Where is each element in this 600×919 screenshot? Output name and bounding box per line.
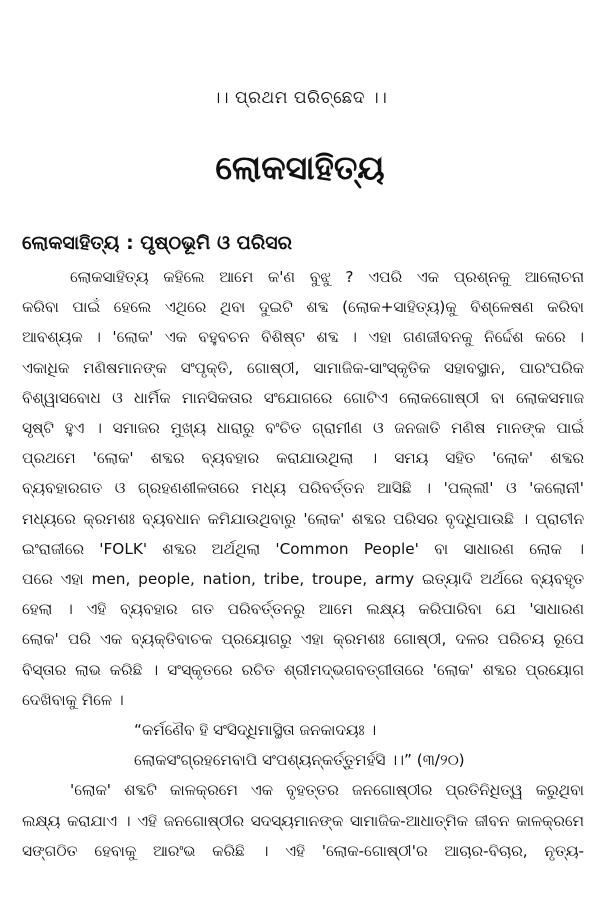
- section-heading: ଲୋକସାହିତ୍ୟ : ପୃଷ୍ଠଭୂମି ଓ ପରିସର: [22, 232, 293, 254]
- paragraph-line: ସୃଷ୍ଟି ହୁଏ । ସମାଜର ମୁଖ୍ୟ ଧାରାରୁ ବଂଚିତ ଗ୍ରାମୀଣ ଓ ଜନଜାତି ମଣିଷ ମାନଙ୍କ ପାଇଁ: [22, 419, 584, 438]
- paragraph-line: 'ଲୋକ' ଶବ୍ଦଟି କାଳକ୍ରମେ ଏକ ବୃହତ୍ତର ଜନଗୋଷ୍ଠୀର ପ୍ରତିନିଧିତ୍ୱ କରୁଥିବା: [70, 781, 584, 800]
- paragraph-line: ହେଲା । ଏହି ବ୍ୟବହାର ଗତ ପରିବର୍ତ୍ତନରୁ ଆମେ ଲକ୍ଷ୍ୟ କରିପାରିବା ଯେ 'ସାଧାରଣ: [22, 600, 584, 619]
- paragraph-line: ଇଂରାଜୀରେ 'FOLK' ଶବ୍ଦର ଅର୍ଥଥିଲା 'Common People' ବା ସାଧାରଣ ଲୋକ ।: [22, 539, 584, 558]
- body-text: [22, 262, 584, 866]
- paragraph-line: ଲକ୍ଷ୍ୟ କରାଯାଏ । ଏହି ଜନଗୋଷ୍ଠୀର ସଦସ୍ୟମାନଙ୍କ ସାମାଜିକ-ଆଧାତ୍ମିକ ଜୀବନ କାଳକ୍ରମେ: [22, 811, 584, 830]
- paragraph-line: ଏକାଧିକ ମଣିଷମାନଙ୍କ ସଂପୃକ୍ତି, ଗୋଷ୍ଠୀ, ସାମାଜିକ-ସାଂସ୍କୃତିକ ସହାବସ୍ଥାନ, ପାରଂପରିକ: [22, 358, 584, 377]
- paragraph-line: ଦେଖିବାକୁ ମିଳେ ।: [22, 690, 124, 709]
- paragraph-line: ସଙ୍ଗଠିତ ହେବାକୁ ଆରଂଭ କରିଛି । ଏହି 'ଲୋକ-ଗୋଷ୍ଠୀ'ର ଆଚାର-ବିଚାର, ନୃତ୍ୟ-: [22, 841, 584, 860]
- paragraph-line: ବିସ୍ତାର ଲାଭ କରିଛି । ସଂସ୍କୃତରେ ରଚିତ ଶ୍ରୀମଦ୍ଭଗବତ୍‌ଗୀତାରେ 'ଲୋକ' ଶବ୍ଦର ପ୍ରୟୋଗ: [22, 660, 584, 679]
- paragraph-line: କରିବା ପାଇଁ ହେଲେ ଏଥିରେ ଥିବା ଦୁଇଟି ଶବ୍ଦ (ଲୋକ+ସାହିତ୍ୟ)କୁ ବିଶ୍ଳେଷଣ କରିବା: [22, 298, 584, 317]
- paragraph-line: ପ୍ରଥମେ 'ଲୋକ' ଶବ୍ଦର ବ୍ୟବହାର କରାଯାଉଥିଲା । ସମୟ ସହିତ 'ଲୋକ' ଶବ୍ଦର: [22, 449, 584, 468]
- gita-quote-line: ଲୋକସଂଗ୍ରହମେବାପି ସଂପଶ୍ୟନ୍‌କର୍ତ୍ତୁମର୍ହସି ।।” (୩/୨୦): [134, 751, 465, 770]
- chapter-title: ଲୋକସାହିତ୍ୟ: [215, 148, 385, 187]
- chapter-marker: ।। ପ୍ରଥମ ପରିଚ୍ଛେଦ ।।: [212, 88, 388, 108]
- paragraph-line: ଆବଶ୍ୟକ । 'ଲୋକ' ଏକ ବହୁବଚନ ବିଶିଷ୍ଟ ଶବ୍ଦ । ଏହା ଗଣଜୀବନକୁ ନିର୍ଦ୍ଦେଶ କରେ ।: [22, 328, 584, 347]
- paragraph-line: ପରେ ଏହା men, people, nation, tribe, troupe, army ଇତ୍ୟାଦି ଅର୍ଥରେ ବ୍ୟବହୃତ: [22, 570, 584, 589]
- paragraph-line: ମଧ୍ୟରେ କ୍ରମଶଃ ବ୍ୟବଧାନ କମିଯାଉଥିବାରୁ 'ଲୋକ' ଶବ୍ଦର ପରିସର ବୃଦ୍ଧିପାଉଛି । ପ୍ରାଚୀନ: [22, 509, 584, 528]
- paragraph-line: ବ୍ୟବହାରଗତ ଓ ଗ୍ରହଣଶୀଳତାରେ ମଧ୍ୟ ପରିବର୍ତ୍ତନ ଆସିଛି । 'ପଲ୍ଲୀ' ଓ 'କଲୋନୀ': [22, 479, 584, 498]
- paragraph-line: ଲୋକ' ପରି ଏକ ବ୍ୟକ୍ତିବାଚକ ପ୍ରୟୋଗରୁ ଏହା କ୍ରମଶଃ ଗୋଷ୍ଠୀ, ଦଳର ପରିଚୟ ରୂପେ: [22, 630, 584, 649]
- paragraph-line: ଲୋକସାହିତ୍ୟ କହିଲେ ଆମେ କ'ଣ ବୁଝୁ ? ଏପରି ଏକ ପ୍ରଶ୍ନକୁ ଆଲୋଚନା: [70, 268, 584, 286]
- paragraph-line: ବିଶ୍ୱାସବୋଧ ଓ ଧାର୍ମିକ ମାନସିକତାର ସଂଯୋଗରେ ଗୋଟିଏ ଲୋକଗୋଷ୍ଠୀ ବା ଲୋକସମାଜ: [22, 388, 584, 407]
- gita-quote-line: “କର୍ମଣୈବ ହି ସଂସିଦ୍ଧିମାସ୍ଥିତା ଜନକାଦୟଃ ।: [134, 721, 377, 740]
